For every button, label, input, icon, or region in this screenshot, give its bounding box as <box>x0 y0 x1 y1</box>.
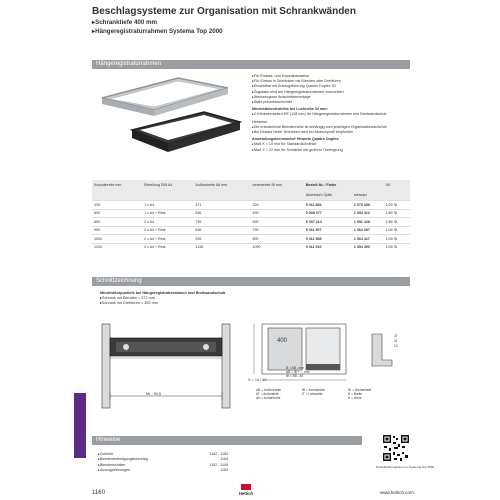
table-cell: 536 <box>193 209 250 218</box>
table-cell: 1 x A4 + Rest <box>142 209 193 218</box>
brand-name: Hettich <box>238 491 254 496</box>
table-cell: 1/40 St. <box>384 235 410 244</box>
col-header: Innenbreite IB mm <box>250 180 303 190</box>
dims-center <box>286 366 309 379</box>
table-cell: 1136 <box>193 243 250 251</box>
legend-item: AT = Außentiefe <box>256 392 279 397</box>
table-cell: 800 <box>92 218 142 227</box>
hint-page: 1182 - 1183 <box>209 452 228 456</box>
feature-item: ▸ Zugstabe sind am Hängeregistraturrahmen vormontiert <box>252 90 412 95</box>
table-row <box>92 226 410 235</box>
table-cell: 1 x A4 <box>142 201 193 210</box>
table-row <box>92 218 410 227</box>
section-drawing-left <box>96 318 236 410</box>
page-title: Beschlagsysteme zur Organisation mit Schrankwänden <box>92 6 356 17</box>
feature-item: ▸ Einsetzbar mit Auszugsführung Quadro Duplex 30 <box>252 84 412 89</box>
section-title-bar-hints: Hinweise <box>92 436 362 445</box>
table-cell: 2 x A4 <box>142 218 193 227</box>
drawing-note-item: ▸ Schrank mit Drehtüren = 392 mm <box>100 301 260 306</box>
table-cell: 371 <box>193 201 250 210</box>
hettich-logo <box>232 484 260 496</box>
feature-item: ▸ Für Einlass- und Korpusbauweise <box>252 74 412 79</box>
legend-item: AH = Außenhöhe <box>256 396 281 401</box>
hint-label: ▸ Blendenbefestigungsbeschlag <box>98 457 220 462</box>
section-title-bar-drawing: Schnittzeichnung <box>92 277 410 286</box>
legend-item: IT = Lichtweite <box>302 392 323 397</box>
table-cell: 1 054 390 <box>352 243 384 251</box>
table-cell: 890 <box>250 235 303 244</box>
table-cell: 1/20 St. <box>384 201 410 210</box>
table-cell: 3 x A4 + Rest <box>142 243 193 251</box>
table-cell: 9 008 077 <box>304 209 352 218</box>
hint-page: 1164 <box>220 457 228 462</box>
app-title: Anwendungstechnischer Hinweis Quadro Duplex: <box>252 137 340 142</box>
footer-url[interactable]: www.hettich.com <box>380 490 414 495</box>
hint-page: 1102 - 1105 <box>209 462 228 467</box>
table-header-row <box>92 180 410 190</box>
table-row <box>92 235 410 244</box>
qr-caption: Produktinformationen zu Systema Top 2000 <box>376 465 435 469</box>
dim-bottom: X = 14 / 19 <box>248 378 267 382</box>
table-cell: 325 <box>250 201 303 210</box>
drawing-note <box>100 291 260 306</box>
legend-item: H = Höhe <box>348 396 362 401</box>
table-cell: 435 <box>92 201 142 210</box>
table-cell: 790 <box>250 226 303 235</box>
table-cell: 2 x A4 + Rest <box>142 235 193 244</box>
table-cell: 1/40 St. <box>384 226 410 235</box>
qr-code[interactable] <box>382 434 410 462</box>
table-cell: 1 051 428 <box>352 218 384 227</box>
spec-table <box>92 180 410 251</box>
subtitle-2: ▸ Hängeregistraturrahmen Systema Top 2000 <box>92 28 223 35</box>
col-header: Außenbreite A8 mm <box>193 180 250 190</box>
table-cell: 9 011 908 <box>304 235 352 244</box>
table-cell: 936 <box>193 235 250 244</box>
table-cell: 736 <box>193 218 250 227</box>
col-subheader: Aluminium Optik <box>304 190 352 201</box>
table-cell: 836 <box>193 226 250 235</box>
col-header: VE <box>384 180 410 190</box>
feature-list <box>252 74 412 153</box>
table-cell: 9 007 214 <box>304 218 352 227</box>
col-header: Korpusbreite mm <box>92 180 142 190</box>
hint-label: ▸ Auszugsführungen <box>98 468 220 473</box>
table-cell: 1/80 St. <box>384 218 410 227</box>
table-cell: 2 x A4 + Rest <box>142 226 193 235</box>
dim-left-label: MI - 92,5 <box>146 392 161 396</box>
chapter-tab <box>74 393 86 458</box>
table-cell: 1200 <box>92 243 142 251</box>
side-dim: 13 <box>394 344 398 348</box>
legend-item: DI = Drehentiefe <box>348 388 372 392</box>
feature-item: ▸ Für Einbau in Schränken mit Blenden oder Drehtüren <box>252 79 412 84</box>
hint-row <box>98 468 228 473</box>
table-cell: 1000 <box>92 235 142 244</box>
feature-item: ▸ Stahl pulverbeschichtet <box>252 100 412 105</box>
app-item: ▸ Maß X = 10 mm für Standardschränke <box>252 142 412 147</box>
hint-item: ▸ Die erforderliche Blendenhöhe ist abhängig vom jeweiligen Organisationszubehör <box>252 125 412 130</box>
dim-center: B = AB - mm <box>286 366 304 370</box>
table-cell: 490 <box>250 209 303 218</box>
table-cell: 9 011 894 <box>304 201 352 210</box>
table-cell: 9 011 907 <box>304 226 352 235</box>
hints-list <box>98 452 228 474</box>
table-row <box>92 201 410 210</box>
dim-center: AB = IB + ... mm <box>286 370 310 375</box>
hint-label: ▸ Blendenschalen <box>98 463 209 468</box>
product-image <box>92 72 242 164</box>
table-row <box>92 209 410 218</box>
legend-item <box>302 396 348 400</box>
table-cell: 9 011 910 <box>304 243 352 251</box>
table-row <box>92 243 410 251</box>
drawing-legend <box>256 388 394 401</box>
drawing-note-item: ▸ Schrank mit Blenden = 372 mm <box>100 296 260 301</box>
table-cell: 1/80 St. <box>384 209 410 218</box>
side-dim: 47 <box>394 334 398 338</box>
col-header: Bestell-Nr. / Farbe <box>304 180 384 190</box>
side-dims <box>394 334 398 349</box>
drawing-note-title: Mindestkorpustiefe bei Hängeregistraturrahmen und Breitwandschub <box>100 291 226 295</box>
side-dim: 31 <box>394 339 398 343</box>
table-cell: 1 073 339 <box>352 201 384 210</box>
col-header: Einteilung DIN A4 <box>142 180 193 190</box>
subtitle-1: ▸ Schranktiefe 400 mm <box>92 19 157 26</box>
table-cell: 1090 <box>250 243 303 251</box>
col-subheader: schwarz <box>352 190 384 201</box>
table-cell: 600 <box>92 209 142 218</box>
hint-label: ▸ Zubehör <box>98 452 209 457</box>
table-cell: 1 064 097 <box>352 226 384 235</box>
feature-item: ▸ Werkzeuglose Aufschiebemontage <box>252 95 412 100</box>
table-subheader-row <box>92 190 410 201</box>
app-item: ▸ Maß X = 22 mm für Schränke mit großem Türeingrung <box>252 148 412 153</box>
legend-item: IB = Innenbreite <box>302 388 325 392</box>
table-cell: 1 064 417 <box>352 235 384 244</box>
table-cell: 690 <box>250 218 303 227</box>
table-cell: 1 054 412 <box>352 209 384 218</box>
hint-page: 1163 <box>220 468 228 473</box>
dim-center: IB = AB - 46 <box>286 374 304 379</box>
min-height-item: ▸ 2 Höheneinheiten HE (128 mm) für Hängeregistraturrahmen und Breitwandschub <box>252 112 412 117</box>
dim-box-label: 400 <box>277 338 288 344</box>
table-cell: 900 <box>92 226 142 235</box>
legend-item: AB = Außenbreite <box>256 388 282 392</box>
page-number: 1160 <box>92 490 105 496</box>
section-title-bar: Hängeregistraturrahmen <box>92 60 410 69</box>
hint-title: Hinweise: <box>252 119 268 124</box>
min-height-title: Mindestblendenhöhe bei Lochreihe 32 mm: <box>252 107 328 112</box>
hint-item: ▸ Bei Einsatz hinter Drehtüren wird ein Abdeckprofil empfohlen <box>252 130 412 135</box>
table-cell: 1/40 St. <box>384 243 410 251</box>
legend-item: B = Breite <box>348 392 363 397</box>
